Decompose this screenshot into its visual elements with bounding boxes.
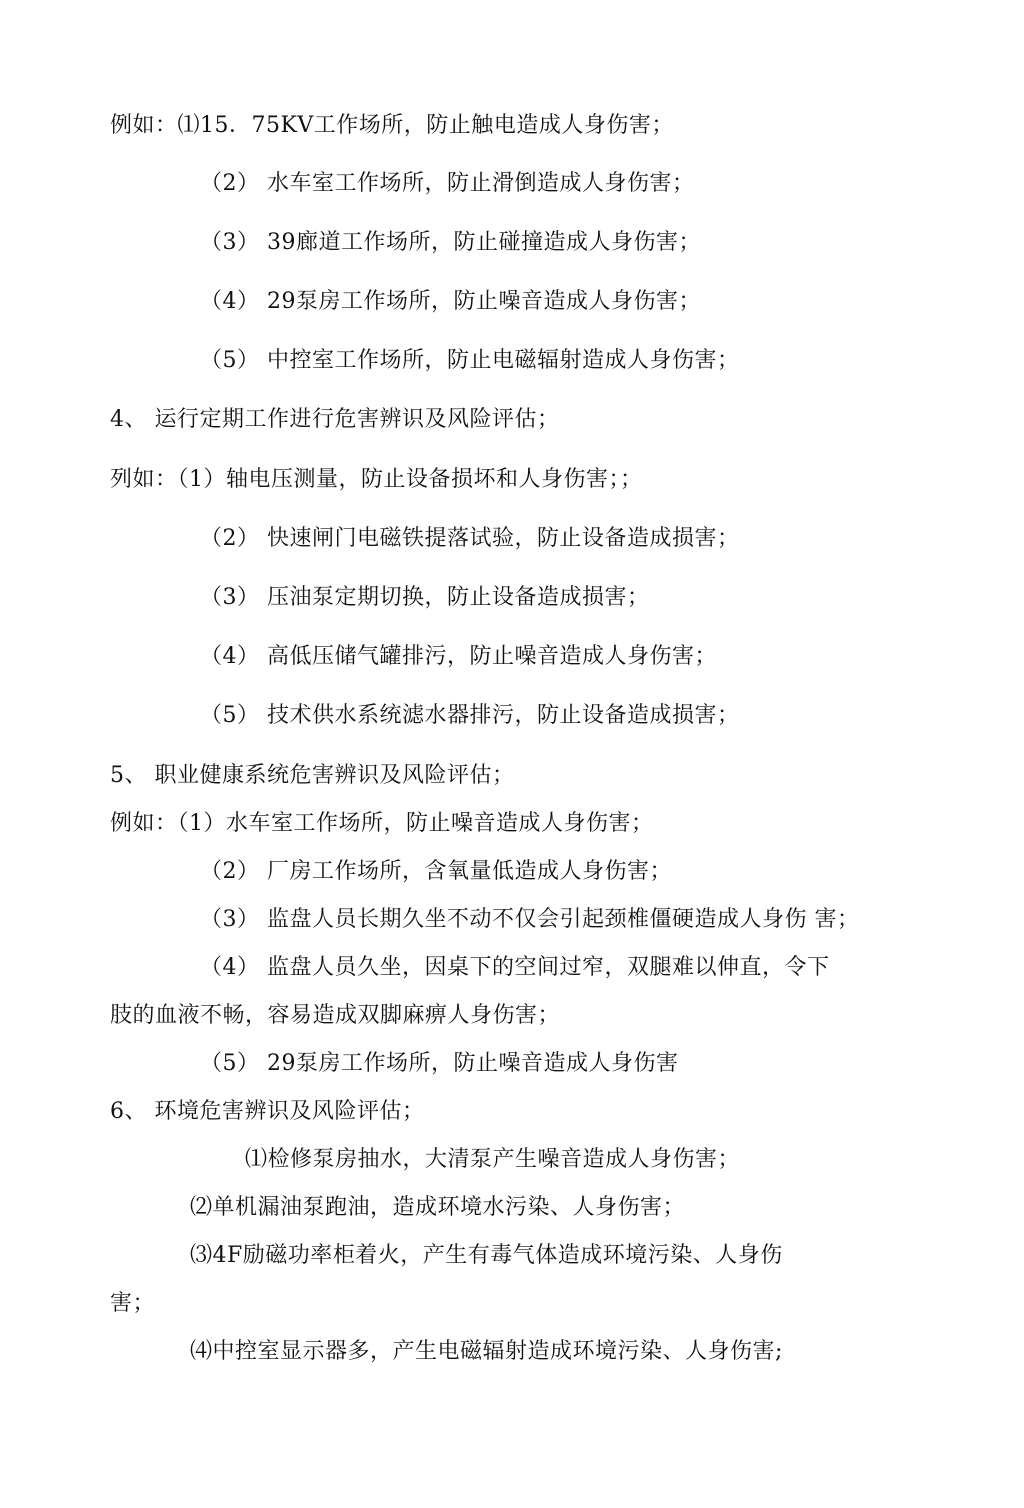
text-line-22: ⑶4F励磁功率柜着火，产生有毒气体造成环境污染、人身伤 (190, 1243, 783, 1268)
text-line-24: ⑷中控室显示器多，产生电磁辐射造成环境污染、人身伤害; (190, 1339, 783, 1364)
text-line-9: （3） 压油泵定期切换，防止设备造成损害； (200, 585, 650, 610)
text-line-17: 肢的血液不畅，容易造成双脚麻痹人身伤害； (110, 1003, 561, 1028)
text-line-13: 例如：（1）水车室工作场所，防止噪音造成人身伤害； (110, 811, 654, 836)
text-line-18: （5） 29泵房工作场所，防止噪音造成人身伤害 (200, 1051, 679, 1076)
text-line-23: 害； (110, 1291, 156, 1316)
text-line-8: （2） 快速闸门电磁铁提落试验，防止设备造成损害； (200, 526, 740, 551)
section-heading-4: 4、 运行定期工作进行危害辨识及风险评估； (110, 407, 560, 432)
text-line-1: 例如：⑴15．75KV工作场所，防止触电造成人身伤害； (110, 113, 674, 138)
text-line-20: ⑴检修泵房抽水，大清泵产生噪音造成人身伤害； (245, 1147, 741, 1172)
text-line-21: ⑵单机漏油泵跑油，造成环境水污染、人身伤害； (190, 1195, 686, 1220)
section-heading-5: 5、 职业健康系统危害辨识及风险评估； (110, 763, 515, 788)
section-heading-6: 6、 环境危害辨识及风险评估； (110, 1099, 425, 1124)
text-line-11: （5） 技术供水系统滤水器排污，防止设备造成损害； (200, 703, 740, 728)
text-line-10: （4） 高低压储气罐排污，防止噪音造成人身伤害； (200, 644, 717, 669)
text-line-16: （4） 监盘人员久坐，因桌下的空间过窄，双腿难以伸直，令下 (200, 955, 830, 980)
text-line-3: （3） 39廊道工作场所，防止碰撞造成人身伤害； (200, 230, 701, 255)
text-line-7: 列如：（1）轴电压测量，防止设备损坏和人身伤害；； (110, 467, 643, 492)
text-line-14: （2） 厂房工作场所，含氧量低造成人身伤害； (200, 859, 672, 884)
text-line-5: （5） 中控室工作场所，防止电磁辐射造成人身伤害； (200, 348, 740, 373)
text-line-15: （3） 监盘人员长期久坐不动不仅会引起颈椎僵硬造成人身伤 害； (200, 907, 860, 932)
text-line-2: （2） 水车室工作场所，防止滑倒造成人身伤害； (200, 171, 695, 196)
text-line-4: （4） 29泵房工作场所，防止噪音造成人身伤害； (200, 289, 701, 314)
